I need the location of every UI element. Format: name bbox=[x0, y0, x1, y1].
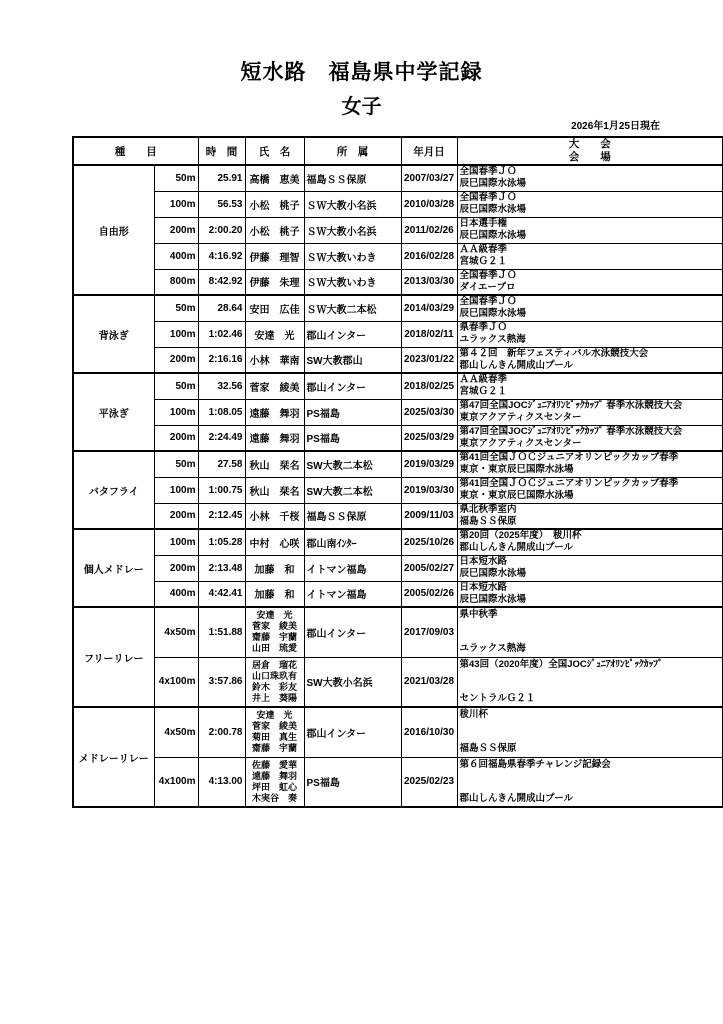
distance-cell: 50m bbox=[154, 373, 198, 399]
table-row bbox=[73, 243, 723, 269]
date-cell: 2023/01/22 bbox=[401, 347, 457, 373]
venue-name: 宮城Ｇ２１ bbox=[459, 386, 508, 398]
table-header-row bbox=[73, 137, 723, 165]
meet-venue-cell bbox=[457, 757, 723, 807]
header-date: 年月日 bbox=[401, 137, 457, 165]
venue-name: 辰巳国際水泳場 bbox=[459, 593, 527, 605]
swimmer-name: 小林 千桜 bbox=[245, 503, 304, 529]
distance-cell: 100m bbox=[154, 399, 198, 425]
table-row bbox=[73, 295, 723, 321]
team-cell: ＳＷ大教二本松 bbox=[304, 295, 401, 321]
table-row bbox=[73, 503, 723, 529]
header-venue: 会 場 bbox=[568, 151, 611, 163]
time-cell: 32.56 bbox=[198, 373, 245, 399]
meet-name: 第４２回 新年フェスティバル水泳競技大会 bbox=[459, 347, 649, 359]
meet-venue-cell bbox=[457, 503, 723, 529]
venue-name: 東京アクアティクスセンター bbox=[459, 437, 582, 449]
meet-venue-cell bbox=[457, 425, 723, 451]
date-cell: 2018/02/25 bbox=[401, 373, 457, 399]
team-cell: SW大教郡山 bbox=[304, 347, 401, 373]
table-row bbox=[73, 477, 723, 503]
date-cell: 2025/03/29 bbox=[401, 425, 457, 451]
table-row bbox=[73, 451, 723, 477]
time-cell: 1:00.75 bbox=[198, 477, 245, 503]
page-subtitle: 女子 bbox=[341, 96, 382, 118]
meet-venue-cell bbox=[457, 295, 723, 321]
distance-cell: 400m bbox=[154, 243, 198, 269]
distance-cell: 100m bbox=[154, 529, 198, 555]
time-cell: 4:13.00 bbox=[198, 757, 245, 807]
meet-name: 県中秋季 bbox=[459, 609, 498, 621]
venue-name: 辰巳国際水泳場 bbox=[459, 308, 527, 320]
team-cell: 郡山インター bbox=[304, 373, 401, 399]
swimmer-name: 遠藤 舞羽 bbox=[245, 425, 304, 451]
meet-name: 県春季ＪＯ bbox=[459, 322, 508, 333]
meet-venue-cell bbox=[457, 347, 723, 373]
venue-name: 辰巳国際水泳場 bbox=[459, 178, 527, 190]
swimmer-name: 小林 華南 bbox=[245, 347, 304, 373]
meet-venue-cell bbox=[457, 581, 723, 607]
team-cell: PS福島 bbox=[304, 399, 401, 425]
table-row bbox=[73, 425, 723, 451]
meet-name: 日本選手権 bbox=[459, 218, 508, 229]
time-cell: 8:42.92 bbox=[198, 269, 245, 295]
header-meet: 大 会 bbox=[568, 138, 611, 150]
date-cell: 2014/03/29 bbox=[401, 295, 457, 321]
distance-cell: 200m bbox=[154, 503, 198, 529]
meet-venue-cell bbox=[457, 269, 723, 295]
meet-venue-cell bbox=[457, 399, 723, 425]
event-label: 自由形 bbox=[73, 165, 154, 295]
records-table bbox=[72, 136, 723, 808]
venue-name: 福島ＳＳ保原 bbox=[459, 743, 517, 755]
venue-name: 宮城Ｇ２１ bbox=[459, 256, 508, 267]
table-row bbox=[73, 399, 723, 425]
meet-name: 全国春季ＪＯ bbox=[459, 269, 517, 281]
meet-venue-cell bbox=[457, 529, 723, 555]
team-cell: PS福島 bbox=[304, 757, 401, 807]
swimmer-name: 中村 心咲 bbox=[245, 529, 304, 555]
team-cell: SW大教小名浜 bbox=[304, 657, 401, 707]
distance-cell: 100m bbox=[154, 477, 198, 503]
distance-cell: 50m bbox=[154, 451, 198, 477]
table-row bbox=[73, 757, 723, 807]
meet-venue-cell bbox=[457, 657, 723, 707]
team-cell: 福島ＳＳ保原 bbox=[304, 165, 401, 191]
venue-name: セントラルＧ２１ bbox=[459, 692, 536, 704]
table-row bbox=[73, 555, 723, 581]
event-label: 背泳ぎ bbox=[73, 295, 154, 373]
team-cell: 郡山南ｲﾝﾀｰ bbox=[304, 529, 401, 555]
team-cell: 郡山インター bbox=[304, 707, 401, 757]
team-cell: ＳＷ大教いわき bbox=[304, 269, 401, 295]
time-cell: 2:16.16 bbox=[198, 347, 245, 373]
swimmer-name: 菅家 綾美 bbox=[245, 373, 304, 399]
date-cell: 2025/03/30 bbox=[401, 399, 457, 425]
meet-name: ＡＡ級春季 bbox=[459, 244, 508, 255]
time-cell: 4:16.92 bbox=[198, 243, 245, 269]
date-cell: 2019/03/29 bbox=[401, 451, 457, 477]
distance-cell: 4x100m bbox=[154, 757, 198, 807]
event-label: メドレーリレー bbox=[73, 707, 154, 807]
swimmer-name: 秋山 栞名 bbox=[245, 451, 304, 477]
date-cell: 2017/09/03 bbox=[401, 607, 457, 657]
time-cell: 1:05.28 bbox=[198, 529, 245, 555]
meet-name: 全国春季ＪＯ bbox=[459, 166, 517, 178]
venue-name: 郡山しんきん開成山プール bbox=[459, 542, 574, 554]
distance-cell: 200m bbox=[154, 425, 198, 451]
meet-name: 第43回（2020年度）全国JOCｼﾞｭﾆｱｵﾘﾝﾋﾟｯｸｶｯﾌﾟ bbox=[459, 658, 663, 670]
swimmer-name: 小松 桃子 bbox=[245, 191, 304, 217]
date-cell: 2021/03/28 bbox=[401, 657, 457, 707]
time-cell: 2:13.48 bbox=[198, 555, 245, 581]
meet-name: 第47回全国JOCｼﾞｭﾆｱｵﾘﾝﾋﾟｯｸｶｯﾌﾟ 春季水泳競技大会 bbox=[459, 425, 683, 437]
meet-venue-cell bbox=[457, 321, 723, 347]
venue-name: ユラックス熱海 bbox=[459, 334, 526, 345]
meet-name: 第６回福島県春季チャレンジ記録会 bbox=[459, 758, 611, 770]
venue-name: 福島ＳＳ保原 bbox=[459, 515, 517, 527]
table-row bbox=[73, 191, 723, 217]
team-cell: ＳＷ大教小名浜 bbox=[304, 217, 401, 243]
time-cell: 3:57.86 bbox=[198, 657, 245, 707]
meet-venue-cell bbox=[457, 555, 723, 581]
relay-swimmer-names: 安達 光 菅家 綾美 齋藤 宇蘭 山田 琉愛 bbox=[245, 607, 304, 657]
team-cell: イトマン福島 bbox=[304, 581, 401, 607]
time-cell: 2:00.78 bbox=[198, 707, 245, 757]
swimmer-name: 高橋 恵美 bbox=[245, 165, 304, 191]
table-row bbox=[73, 347, 723, 373]
event-label: バタフライ bbox=[73, 451, 154, 529]
venue-name: 郡山しんきん開成山プール bbox=[459, 359, 574, 371]
time-cell: 1:08.05 bbox=[198, 399, 245, 425]
distance-cell: 200m bbox=[154, 347, 198, 373]
team-cell: 福島ＳＳ保原 bbox=[304, 503, 401, 529]
distance-cell: 400m bbox=[154, 581, 198, 607]
date-cell: 2018/02/11 bbox=[401, 321, 457, 347]
time-cell: 56.53 bbox=[198, 191, 245, 217]
event-label: フリーリレー bbox=[73, 607, 154, 707]
venue-name: 東京アクアティクスセンター bbox=[459, 412, 582, 423]
table-row bbox=[73, 529, 723, 555]
distance-cell: 200m bbox=[154, 217, 198, 243]
meet-name: 日本短水路 bbox=[459, 556, 508, 567]
venue-name: 郡山しんきん開成山プール bbox=[459, 792, 574, 804]
meet-name: ＡＡ級春季 bbox=[459, 374, 508, 386]
distance-cell: 4x50m bbox=[154, 707, 198, 757]
time-cell: 2:12.45 bbox=[198, 503, 245, 529]
event-label: 平泳ぎ bbox=[73, 373, 154, 451]
relay-swimmer-names: 佐藤 愛華 遠藤 舞羽 坪田 虹心 木実谷 奏 bbox=[245, 757, 304, 807]
date-cell: 2005/02/26 bbox=[401, 581, 457, 607]
swimmer-name: 安達 光 bbox=[245, 321, 304, 347]
time-cell: 25.91 bbox=[198, 165, 245, 191]
table-row bbox=[73, 581, 723, 607]
date-cell: 2011/02/26 bbox=[401, 217, 457, 243]
meet-name: 第20回（2025年度） 秡川杯 bbox=[459, 530, 582, 542]
meet-name: 全国春季ＪＯ bbox=[459, 296, 517, 308]
table-row bbox=[73, 165, 723, 191]
time-cell: 1:02.46 bbox=[198, 321, 245, 347]
page-title: 短水路 福島県中学記録 bbox=[240, 61, 483, 84]
date-cell: 2016/10/30 bbox=[401, 707, 457, 757]
swimmer-name: 伊藤 朱理 bbox=[245, 269, 304, 295]
team-cell: イトマン福島 bbox=[304, 555, 401, 581]
venue-name: 辰巳国際水泳場 bbox=[459, 230, 527, 241]
team-cell: 郡山インター bbox=[304, 321, 401, 347]
team-cell: 郡山インター bbox=[304, 607, 401, 657]
relay-swimmer-names: 安達 光 菅家 綾美 菊田 真生 齋藤 宇蘭 bbox=[245, 707, 304, 757]
meet-name: 第41回全国ＪＯＣジュニアオリンピックカップ春季 bbox=[459, 452, 679, 464]
distance-cell: 4x100m bbox=[154, 657, 198, 707]
date-cell: 2025/02/23 bbox=[401, 757, 457, 807]
as-of-date: 2026年1月25日現在 bbox=[571, 121, 660, 132]
date-cell: 2013/03/30 bbox=[401, 269, 457, 295]
swimmer-name: 加藤 和 bbox=[245, 581, 304, 607]
team-cell: PS福島 bbox=[304, 425, 401, 451]
header-meet-venue bbox=[457, 137, 723, 165]
distance-cell: 200m bbox=[154, 555, 198, 581]
swimmer-name: 安田 広佳 bbox=[245, 295, 304, 321]
swimmer-name: 伊藤 理智 bbox=[245, 243, 304, 269]
meet-venue-cell bbox=[457, 165, 723, 191]
venue-name: 辰巳国際水泳場 bbox=[459, 568, 527, 579]
table-row bbox=[73, 707, 723, 757]
date-cell: 2005/02/27 bbox=[401, 555, 457, 581]
swimmer-name: 遠藤 舞羽 bbox=[245, 399, 304, 425]
table-row bbox=[73, 217, 723, 243]
team-cell: SW大教二本松 bbox=[304, 477, 401, 503]
distance-cell: 100m bbox=[154, 191, 198, 217]
meet-venue-cell bbox=[457, 707, 723, 757]
distance-cell: 100m bbox=[154, 321, 198, 347]
date-cell: 2009/11/03 bbox=[401, 503, 457, 529]
team-cell: SW大教二本松 bbox=[304, 451, 401, 477]
venue-name: 東京・東京辰巳国際水泳場 bbox=[459, 464, 574, 476]
team-cell: ＳＷ大教小名浜 bbox=[304, 191, 401, 217]
meet-venue-cell bbox=[457, 217, 723, 243]
venue-name: 辰巳国際水泳場 bbox=[459, 204, 527, 215]
meet-name: 第47回全国JOCｼﾞｭﾆｱｵﾘﾝﾋﾟｯｸｶｯﾌﾟ 春季水泳競技大会 bbox=[459, 400, 683, 411]
header-team: 所 属 bbox=[304, 137, 401, 165]
time-cell: 2:00.20 bbox=[198, 217, 245, 243]
header-event: 種 目 bbox=[73, 137, 198, 165]
meet-name: 日本短水路 bbox=[459, 581, 508, 593]
table-row bbox=[73, 321, 723, 347]
meet-venue-cell bbox=[457, 191, 723, 217]
time-cell: 2:24.49 bbox=[198, 425, 245, 451]
swimmer-name: 小松 桃子 bbox=[245, 217, 304, 243]
table-row bbox=[73, 607, 723, 657]
meet-name: 秡川杯 bbox=[459, 709, 489, 721]
venue-name: 東京・東京辰巳国際水泳場 bbox=[459, 490, 574, 501]
table-row bbox=[73, 657, 723, 707]
meet-venue-cell bbox=[457, 451, 723, 477]
meet-name: 第41回全国ＪＯＣジュニアオリンピックカップ春季 bbox=[459, 478, 679, 489]
team-cell: ＳＷ大教いわき bbox=[304, 243, 401, 269]
swimmer-name: 秋山 栞名 bbox=[245, 477, 304, 503]
meet-venue-cell bbox=[457, 477, 723, 503]
meet-name: 県北秋季室内 bbox=[459, 503, 517, 515]
date-cell: 2007/03/27 bbox=[401, 165, 457, 191]
time-cell: 1:51.88 bbox=[198, 607, 245, 657]
header-name: 氏 名 bbox=[245, 137, 304, 165]
event-label: 個人メドレー bbox=[73, 529, 154, 607]
meet-venue-cell bbox=[457, 607, 723, 657]
meet-venue-cell bbox=[457, 243, 723, 269]
distance-cell: 50m bbox=[154, 165, 198, 191]
table-row bbox=[73, 373, 723, 399]
meet-name: 全国春季ＪＯ bbox=[459, 192, 517, 203]
meet-venue-cell bbox=[457, 373, 723, 399]
venue-name: ダイエープロ bbox=[459, 281, 516, 293]
distance-cell: 800m bbox=[154, 269, 198, 295]
time-cell: 27.58 bbox=[198, 451, 245, 477]
time-cell: 4:42.41 bbox=[198, 581, 245, 607]
date-cell: 2010/03/28 bbox=[401, 191, 457, 217]
date-cell: 2016/02/28 bbox=[401, 243, 457, 269]
swimmer-name: 加藤 和 bbox=[245, 555, 304, 581]
title-block bbox=[0, 56, 723, 119]
date-cell: 2025/10/26 bbox=[401, 529, 457, 555]
distance-cell: 50m bbox=[154, 295, 198, 321]
header-time: 時 間 bbox=[198, 137, 245, 165]
distance-cell: 4x50m bbox=[154, 607, 198, 657]
time-cell: 28.64 bbox=[198, 295, 245, 321]
venue-name: ユラックス熱海 bbox=[459, 643, 526, 655]
table-row bbox=[73, 269, 723, 295]
relay-swimmer-names: 居倉 瑠花 山口珠玖有 鈴木 彩友 井上 葵陽 bbox=[245, 657, 304, 707]
date-cell: 2019/03/30 bbox=[401, 477, 457, 503]
